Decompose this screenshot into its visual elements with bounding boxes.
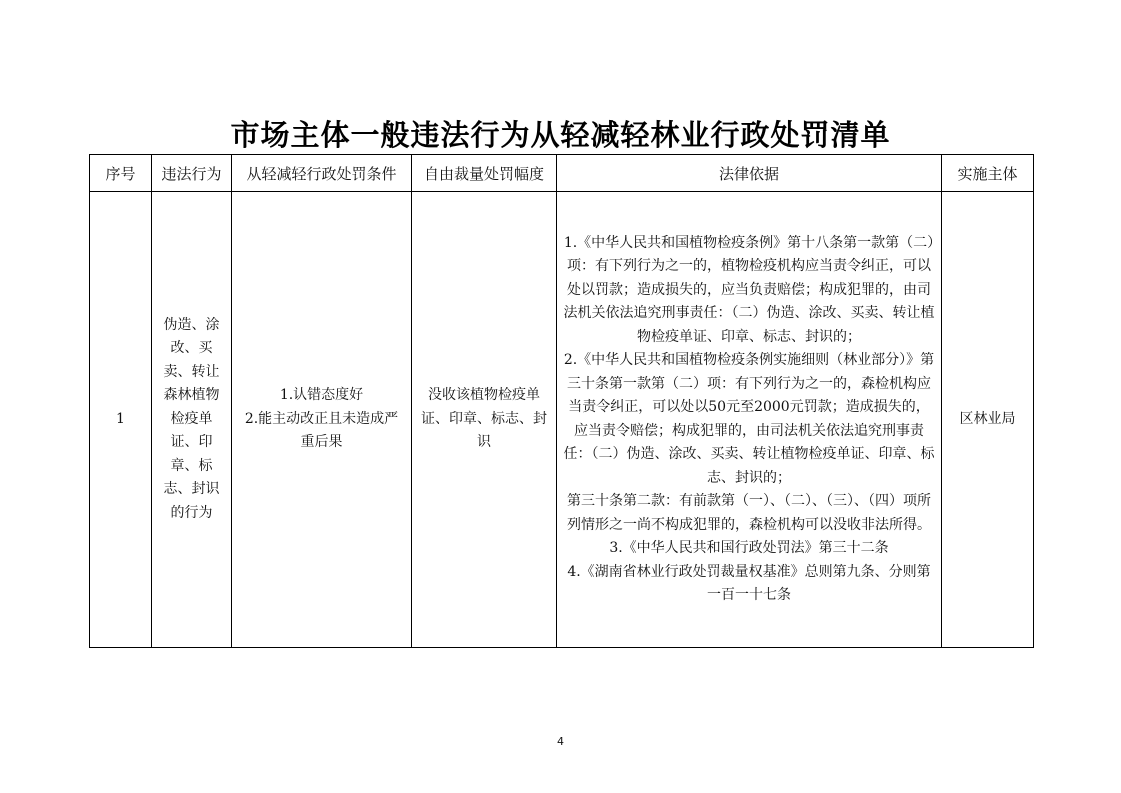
penalty-list-table bbox=[89, 154, 1034, 648]
header-seq: 序号 bbox=[90, 155, 152, 192]
cell-legal-basis bbox=[557, 192, 942, 648]
header-legal-basis: 法律依据 bbox=[557, 155, 942, 192]
table-header-row bbox=[90, 155, 1034, 192]
header-conditions: 从轻减轻行政处罚条件 bbox=[232, 155, 412, 192]
header-discretion: 自由裁量处罚幅度 bbox=[412, 155, 557, 192]
legal-basis-item-5: 4.《湖南省林业行政处罚裁量权基准》总则第九条、分则第一百一十七条 bbox=[567, 563, 931, 603]
legal-basis-item-3: 第三十条第二款：有前款第（一）、（二）、（三）、（四）项所列情形之一尚不构成犯罪的，森检机构可以没收非法所得。 bbox=[567, 493, 931, 533]
condition-item-1: 1.认错态度好 bbox=[279, 387, 364, 404]
page-number: 4 bbox=[557, 735, 564, 748]
cell-violation: 伪造、涂改、买卖、转让森林植物检疫单证、印章、标志、封识的行为 bbox=[152, 192, 232, 648]
table-row bbox=[90, 192, 1034, 648]
cell-subject: 区林业局 bbox=[942, 192, 1034, 648]
legal-basis-item-1: 1.《中华人民共和国植物检疫条例》第十八条第一款第（二）项：有下列行为之一的，植物检疫机构应当责令纠正，可以处以罚款；造成损失的，应当负责赔偿；构成犯罪的，由司法机关依法追究刑事责任：（二）伪造、涂改、买卖、转让植物检疫单证、印章、标志、封识的； bbox=[563, 234, 935, 345]
document-title: 市场主体一般违法行为从轻减轻林业行政处罚清单 bbox=[230, 118, 891, 152]
header-violation: 违法行为 bbox=[152, 155, 232, 192]
cell-seq: 1 bbox=[90, 192, 152, 648]
legal-basis-item-2: 2.《中华人民共和国植物检疫条例实施细则（林业部分）》第三十条第一款第（二）项：有下列行为之一的，森检机构应当责令纠正，可以处以50元至2000元罚款；造成损失的，应当责令赔偿；构成犯罪的，由司法机关依法追究刑事责任：（二）伪造、涂改、买卖、转让植物检疫单证、印章、标志、封识的； bbox=[563, 352, 935, 486]
legal-basis-item-4: 3.《中华人民共和国行政处罚法》第三十二条 bbox=[609, 540, 889, 556]
cell-discretion: 没收该植物检疫单证、印章、标志、封识 bbox=[412, 192, 557, 648]
cell-conditions bbox=[232, 192, 412, 648]
header-subject: 实施主体 bbox=[942, 155, 1034, 192]
condition-item-2: 2.能主动改正且未造成严重后果 bbox=[244, 410, 399, 451]
